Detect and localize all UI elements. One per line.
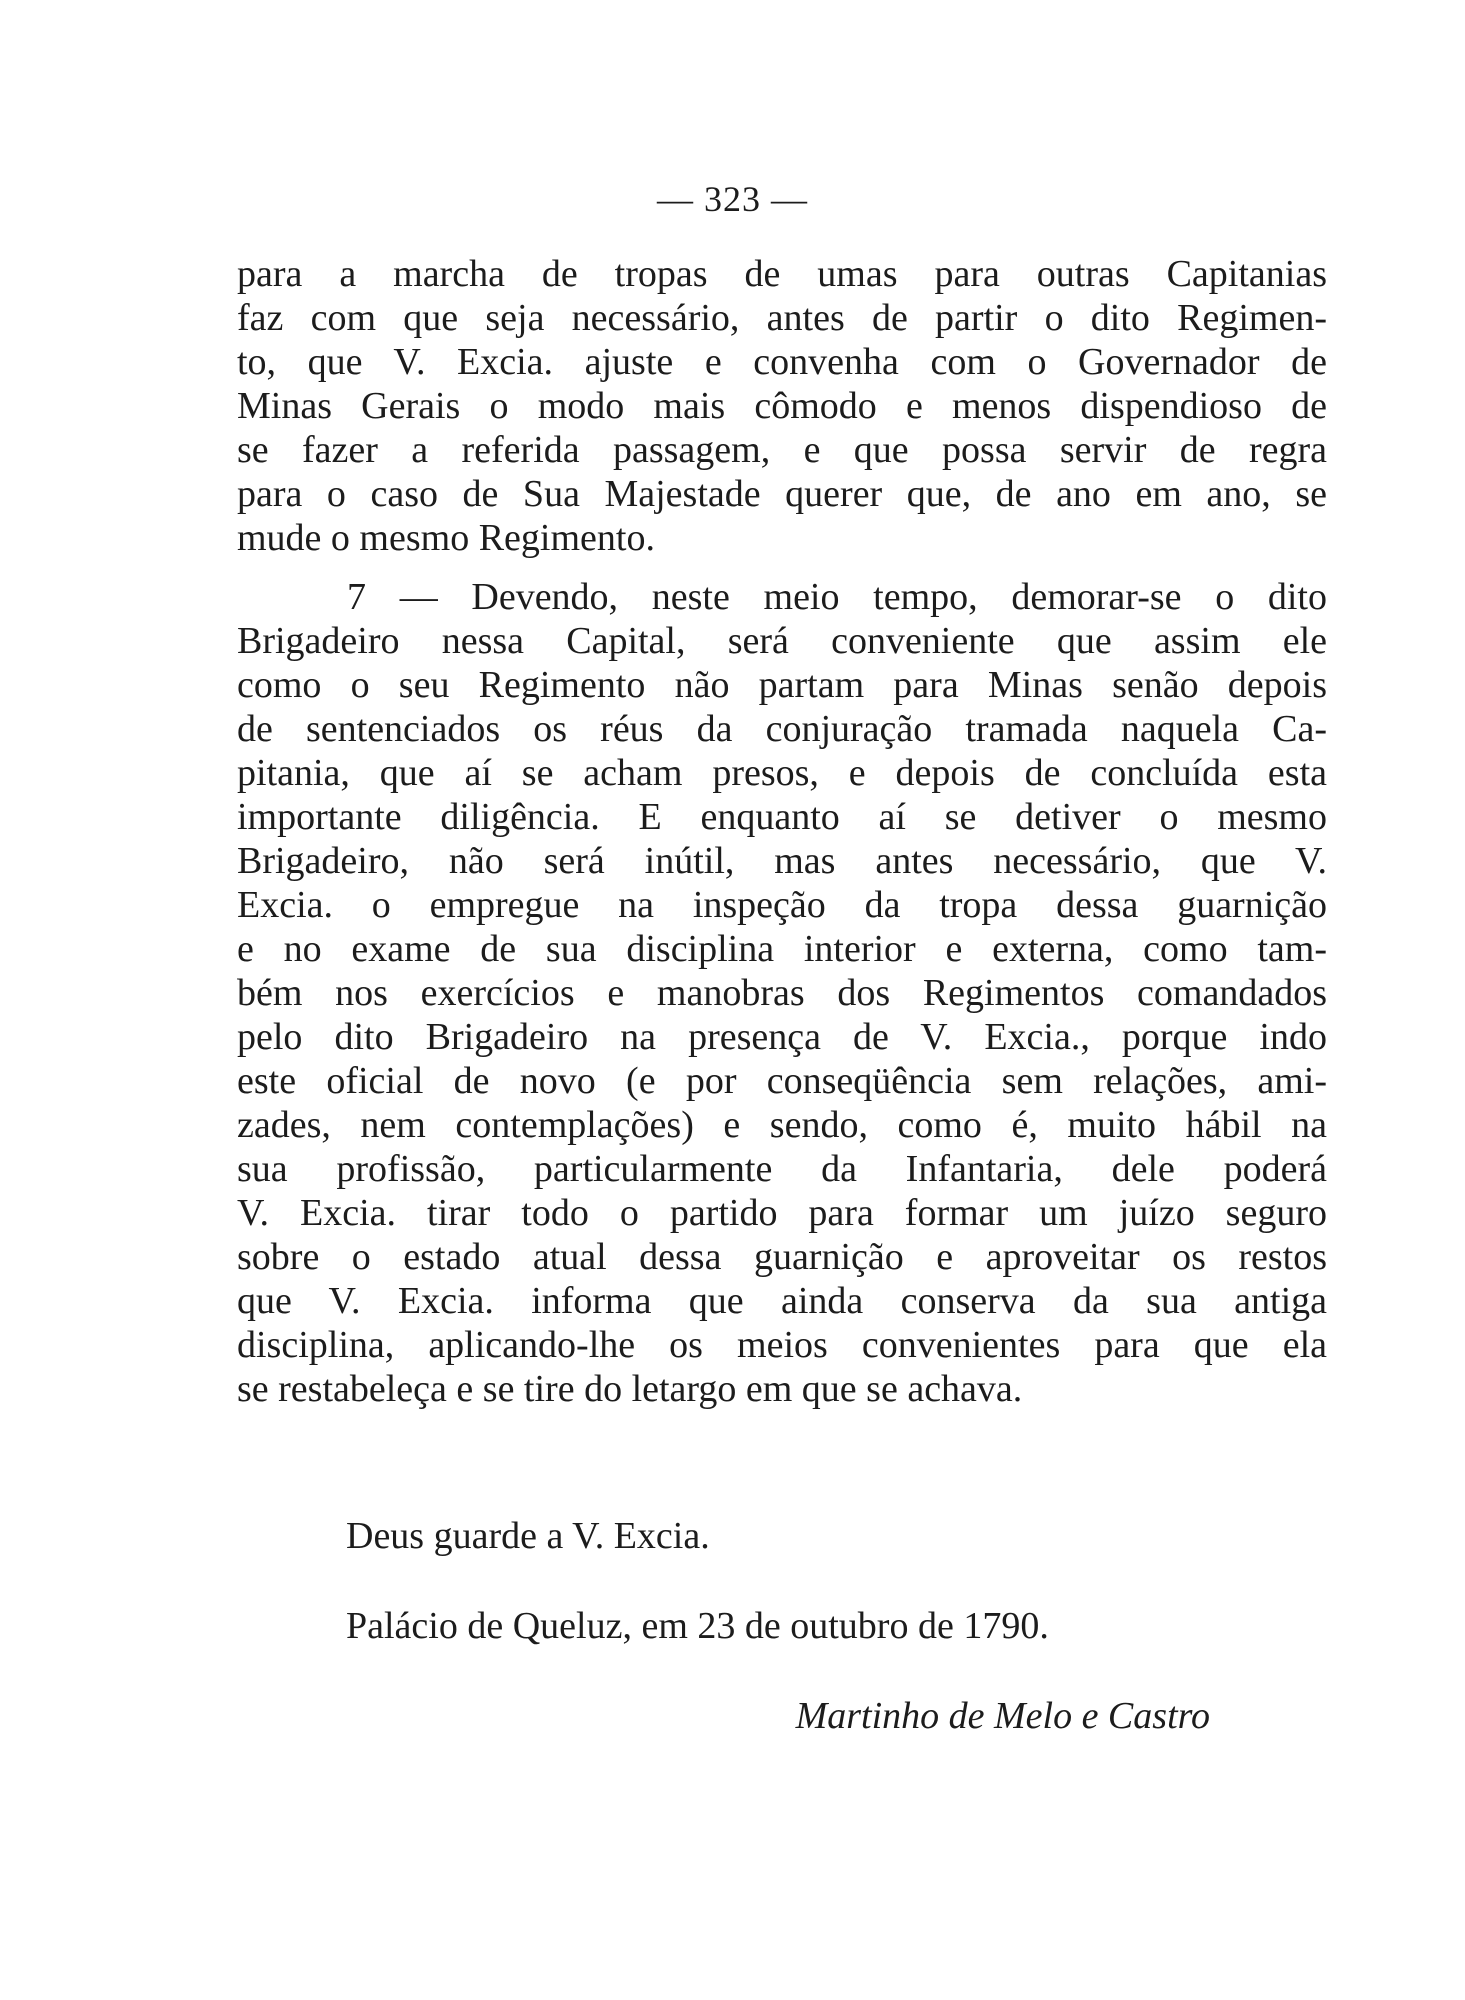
text-line: se fazer a referida passagem, e que possa servir de regra	[237, 429, 1327, 471]
text-line: Brigadeiro nessa Capital, será conveniente que assim ele	[237, 620, 1327, 662]
text-line: to, que V. Excia. ajuste e convenha com o Governador de	[237, 341, 1327, 383]
text-line: mude o mesmo Regimento.	[237, 517, 655, 559]
signature: Martinho de Melo e Castro	[795, 1695, 1210, 1737]
text-line: zades, nem contemplações) e sendo, como é, muito hábil na	[237, 1104, 1327, 1146]
body-text	[237, 252, 1327, 1411]
text-line: que V. Excia. informa que ainda conserva da sua antiga	[237, 1280, 1327, 1322]
text-line: este oficial de novo (e por conseqüência sem relações, ami-	[237, 1060, 1327, 1102]
text-line: se restabeleça e se tire do letargo em que se achava.	[237, 1368, 1023, 1410]
text-line: pitania, que aí se acham presos, e depois de concluída esta	[237, 752, 1327, 794]
text-line: e no exame de sua disciplina interior e externa, como tam-	[237, 928, 1327, 970]
text-line: Brigadeiro, não será inútil, mas antes necessário, que V.	[237, 840, 1327, 882]
text-line: bém nos exercícios e manobras dos Regimentos comandados	[237, 972, 1327, 1014]
paragraph-1	[237, 252, 1327, 560]
text-line: de sentenciados os réus da conjuração tramada naquela Ca-	[237, 708, 1327, 750]
text-line: faz com que seja necessário, antes de partir o dito Regimen-	[237, 297, 1327, 339]
text-line: 7 — Devendo, neste meio tempo, demorar-se o dito	[347, 576, 1327, 618]
page-number: — 323 —	[657, 179, 808, 219]
text-line: pelo dito Brigadeiro na presença de V. Excia., porque indo	[237, 1016, 1327, 1058]
text-line: sua profissão, particularmente da Infantaria, dele poderá	[237, 1148, 1327, 1190]
closing-greeting: Deus guarde a V. Excia.	[346, 1515, 710, 1557]
closing-place-date: Palácio de Queluz, em 23 de outubro de 1790.	[346, 1605, 1049, 1647]
text-line: disciplina, aplicando-lhe os meios convenientes para que ela	[237, 1324, 1327, 1366]
text-line: Minas Gerais o modo mais cômodo e menos dispendioso de	[237, 385, 1327, 427]
paragraph-2	[237, 575, 1327, 1411]
text-line: para a marcha de tropas de umas para outras Capitanias	[237, 253, 1327, 295]
text-line: como o seu Regimento não partam para Minas senão depois	[237, 664, 1327, 706]
paragraph-gap	[237, 560, 1327, 575]
text-line: Excia. o empregue na inspeção da tropa dessa guarnição	[237, 884, 1327, 926]
text-line: sobre o estado atual dessa guarnição e aproveitar os restos	[237, 1236, 1327, 1278]
text-line: para o caso de Sua Majestade querer que, de ano em ano, se	[237, 473, 1327, 515]
text-line: V. Excia. tirar todo o partido para formar um juízo seguro	[237, 1192, 1327, 1234]
text-line: importante diligência. E enquanto aí se detiver o mesmo	[237, 796, 1327, 838]
